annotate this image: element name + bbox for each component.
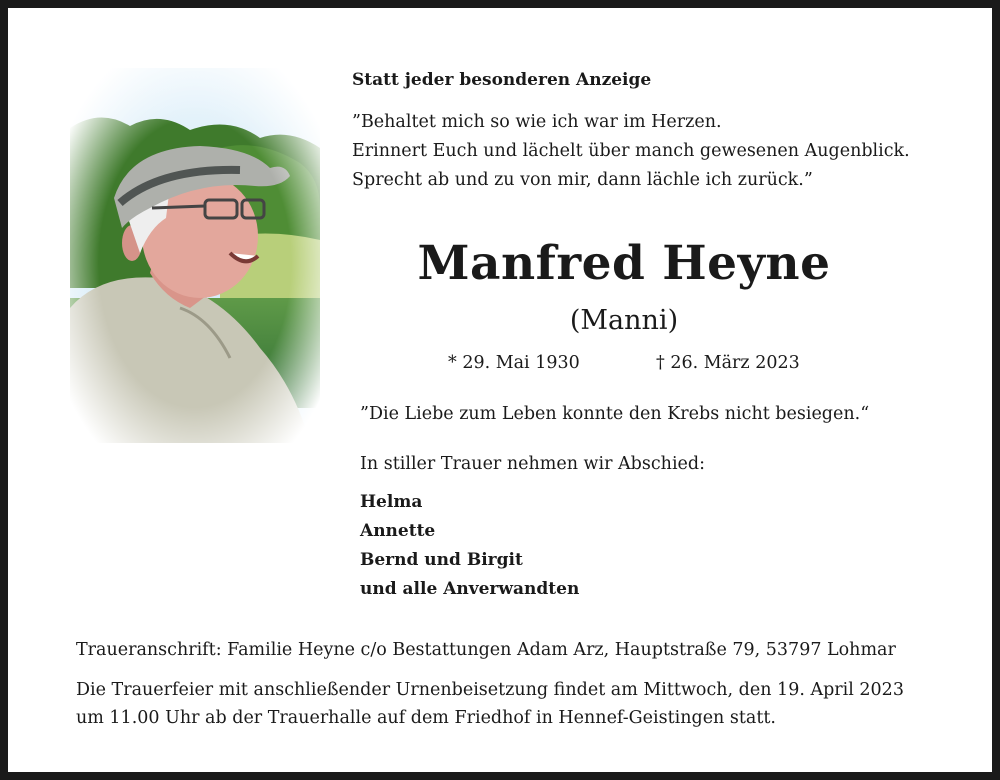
- quote-line: ”Behaltet mich so wie ich war im Herzen.: [352, 112, 722, 132]
- death-date: † 26. März 2023: [656, 353, 800, 373]
- quote-line: Sprecht ab und zu von mir, dann lächle ich zurück.”: [352, 170, 813, 190]
- motto: ”Die Liebe zum Leben konnte den Krebs nicht besiegen.“: [360, 404, 870, 424]
- quote: [352, 108, 972, 195]
- portrait-photo: [70, 68, 320, 443]
- notice-heading: Statt jeder besonderen Anzeige: [352, 70, 652, 90]
- intro-block: [352, 70, 972, 195]
- ceremony-info: [76, 676, 904, 732]
- mourners-list: [360, 488, 579, 604]
- mourning-intro: In stiller Trauer nehmen wir Abschied:: [360, 454, 705, 474]
- mourner: Annette: [360, 521, 436, 541]
- deceased-name: Manfred Heyne: [417, 236, 831, 291]
- mourning-address: Traueranschrift: Familie Heyne c/o Bestattungen Adam Arz, Hauptstraße 79, 53797 Lohmar: [76, 640, 896, 660]
- mourner: Bernd und Birgit: [360, 550, 523, 570]
- birth-date: * 29. Mai 1930: [448, 353, 580, 373]
- quote-line: Erinnert Euch und lächelt über manch gewesenen Augenblick.: [352, 141, 910, 161]
- ceremony-line: Die Trauerfeier mit anschließender Urnenbeisetzung findet am Mittwoch, den 19. April 2023: [76, 680, 904, 700]
- ceremony-line: um 11.00 Uhr ab der Trauerhalle auf dem Friedhof in Hennef-Geistingen statt.: [76, 708, 776, 728]
- deceased-nickname: (Manni): [569, 305, 679, 336]
- mourner: und alle Anverwandten: [360, 579, 580, 599]
- mourner: Helma: [360, 492, 423, 512]
